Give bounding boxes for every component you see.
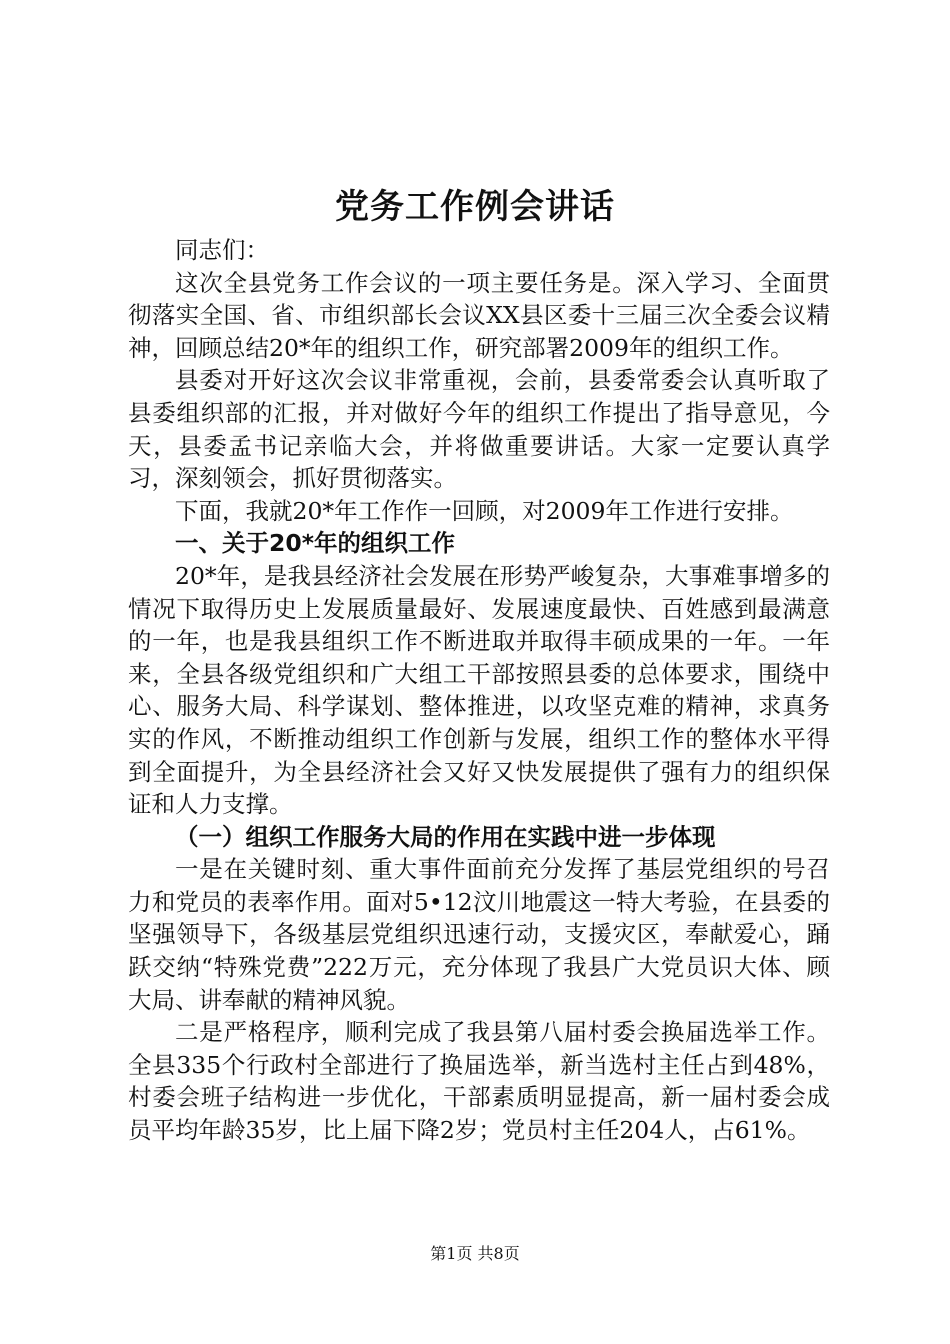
- section-heading-1: 一、关于20*年的组织工作: [175, 529, 455, 558]
- paragraph-point-one: 一是在关键时刻、重大事件面前充分发挥了基层党组织的号召力和党员的表率作用。面对5•12汶川地震这一特大考验，在县委的坚强领导下，各级基层党组织迅速行动，支援灾区，奉献爱心，踊跃交纳“特殊党费”222万元，充分体现了我县广大党员识大体、顾大局、讲奉献的精神风貌。: [128, 855, 830, 1014]
- paragraph-outline: 下面，我就20*年工作作一回顾，对2009年工作进行安排。: [175, 496, 794, 525]
- paragraph-point-two: 二是严格程序，顺利完成了我县第八届村委会换届选举工作。全县335个行政村全部进行了换届选举，新当选村主任占到48%，村委会班子结构进一步优化，干部素质明显提高，新一届村委会成员平均年龄35岁，比上届下降2岁；党员村主任204人，占61%。: [128, 1018, 830, 1145]
- page-footer: 第1页 共8页: [430, 1244, 520, 1263]
- subsection-heading-1: （一）组织工作服务大局的作用在实践中进一步体现: [175, 822, 716, 851]
- salutation: 同志们：: [175, 236, 269, 264]
- document-body: [128, 234, 830, 1147]
- paragraph-county-committee: 县委对开好这次会议非常重视，会前，县委常委会认真听取了县委组织部的汇报，并对做好今年的组织工作提出了指导意见，今天，县委孟书记亲临大会，并将做重要讲话。大家一定要认真学习，深刻领会，抓好贯彻落实。: [128, 366, 830, 493]
- paragraph-review: 20*年，是我县经济社会发展在形势严峻复杂，大事难事增多的情况下取得历史上发展质量最好、发展速度最快、百姓感到最满意的一年，也是我县组织工作不断进取并取得丰硕成果的一年。一年来，全县各级党组织和广大组工干部按照县委的总体要求，围绕中心、服务大局、科学谋划、整体推进，以攻坚克难的精神，求真务实的作风，不断推动组织工作创新与发展，组织工作的整体水平得到全面提升，为全县经济社会又好又快发展提供了强有力的组织保证和人力支撑。: [128, 561, 830, 819]
- document-title: 党务工作例会讲话: [335, 187, 615, 227]
- paragraph-intro: 这次全县党务工作会议的一项主要任务是。深入学习、全面贯彻落实全国、省、市组织部长会议XX县区委十三届三次全委会议精神，回顾总结20*年的组织工作，研究部署2009年的组织工作。: [128, 268, 830, 362]
